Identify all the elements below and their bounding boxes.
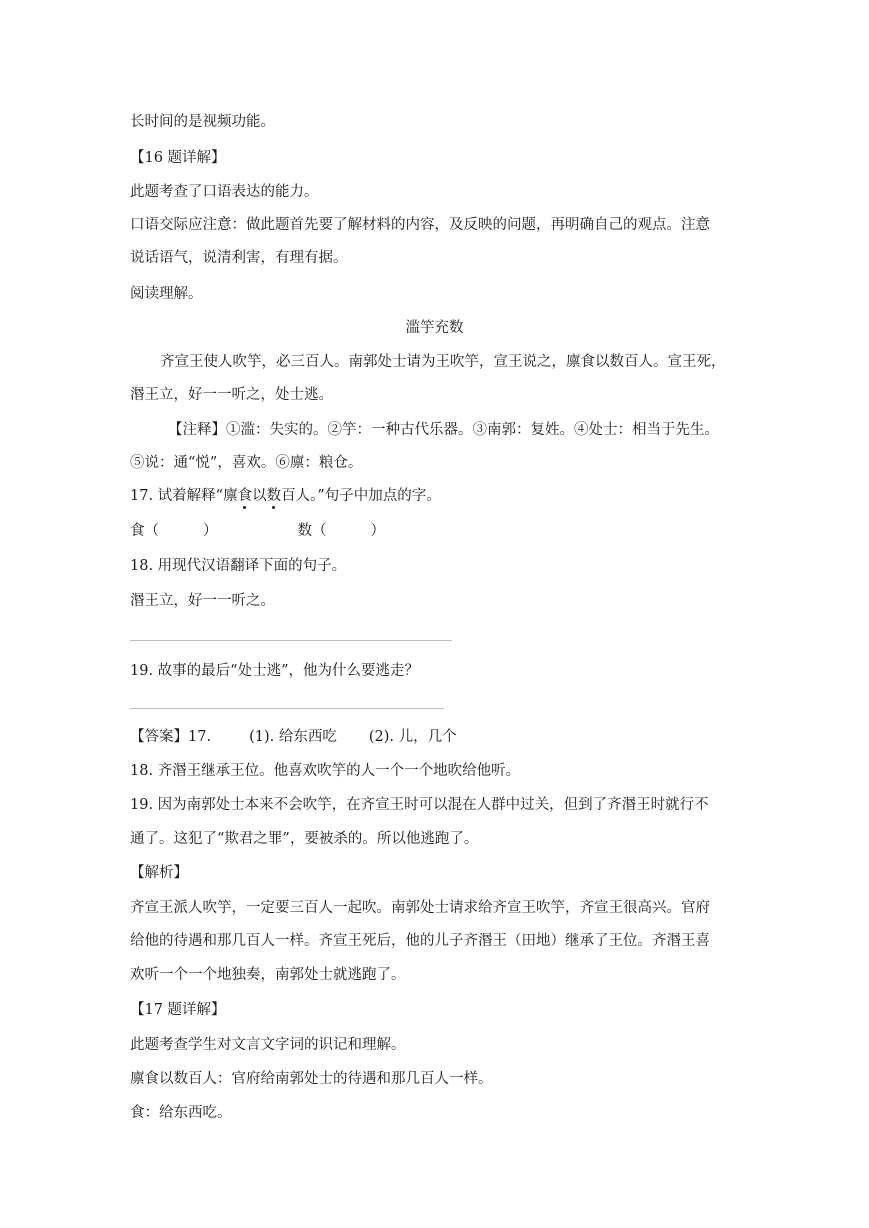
blank-label: ）	[370, 523, 385, 539]
question-text: 百人。”句子中加点的字。	[281, 488, 441, 504]
answer-text: 19. 因为南郭处士本来不会吹竽，在齐宣王时可以混在人群中过关，但到了齐湣王时就行不	[130, 797, 709, 813]
answer-label: 【答案】17.	[130, 729, 212, 745]
annotation: 【注释】①滥：失实的。②竽：一种古代乐器。③南郭：复姓。④处士：相当于先生。	[168, 422, 719, 438]
answer-text: 通了。这犯了“欺君之罪”，要被杀的。所以他逃跑了。	[130, 831, 479, 847]
answer-line[interactable]	[130, 640, 452, 641]
analysis-text: 食：给东西吃。	[130, 1105, 232, 1121]
answer-item: (2). 儿，几个	[368, 729, 457, 745]
question-17	[130, 486, 441, 506]
section-heading: 【17 题详解】	[130, 1002, 226, 1018]
question-sentence: 湣王立，好一一听之。	[130, 593, 275, 609]
text-line: 说话语气，说清利害，有理有据。	[130, 250, 348, 266]
analysis-text: 欢听一个一个地独奏，南郭处士就逃跑了。	[130, 967, 406, 983]
section-heading: 【解析】	[130, 865, 188, 881]
blank-label: 数（	[297, 523, 327, 539]
passage-title: 滥竽充数	[405, 320, 464, 336]
answer-line[interactable]	[130, 708, 444, 709]
text-line: 长时间的是视频功能。	[130, 114, 275, 130]
question-18: 18. 用现代汉语翻译下面的句子。	[130, 558, 347, 574]
analysis-text: 齐宣王派人吹竽，一定要三百人一起吹。南郭处士请求给齐宣王吹竽，齐宣王很高兴。官府	[130, 900, 710, 916]
analysis-text: 此题考查学生对文言文字词的识记和理解。	[130, 1037, 406, 1053]
annotation: ⑤说：通“悦”，喜欢。⑥廪：粮仓。	[130, 455, 363, 471]
passage-text: 湣王立，好一一听之，处士逃。	[130, 387, 333, 403]
passage-text: 齐宣王使人吹竽，必三百人。南郭处士请为王吹竽，宣王说之，廪食以数百人。宣王死，	[160, 354, 726, 370]
text-line: 此题考查了口语表达的能力。	[130, 184, 319, 200]
text-line: 阅读理解。	[130, 286, 203, 302]
analysis-text: 给他的待遇和那几百人一样。齐宣王死后，他的儿子齐湣王（田地）继承了王位。齐湣王喜	[130, 933, 710, 949]
dotted-char: 食	[237, 488, 253, 504]
question-text: 以	[252, 488, 267, 504]
question-text: 17. 试着解释“廪	[130, 488, 238, 504]
blank-label: ）	[203, 523, 218, 539]
dotted-char: 数	[266, 488, 282, 504]
answer-blank-row	[130, 521, 385, 541]
answer-row	[130, 727, 457, 747]
text-line: 口语交际应注意：做此题首先要了解材料的内容，及反映的问题，再明确自己的观点。注意	[130, 217, 710, 233]
analysis-text: 廪食以数百人：官府给南郭处士的待遇和那几百人一样。	[130, 1071, 493, 1087]
blank-label: 食（	[130, 523, 159, 539]
question-19: 19. 故事的最后“处士逃”，他为什么要逃走？	[130, 663, 419, 679]
answer-item: (1). 给东西吃	[249, 729, 337, 745]
section-heading: 【16 题详解】	[130, 150, 226, 166]
answer-text: 18. 齐湣王继承王位。他喜欢吹竽的人一个一个地吹给他听。	[130, 763, 521, 779]
